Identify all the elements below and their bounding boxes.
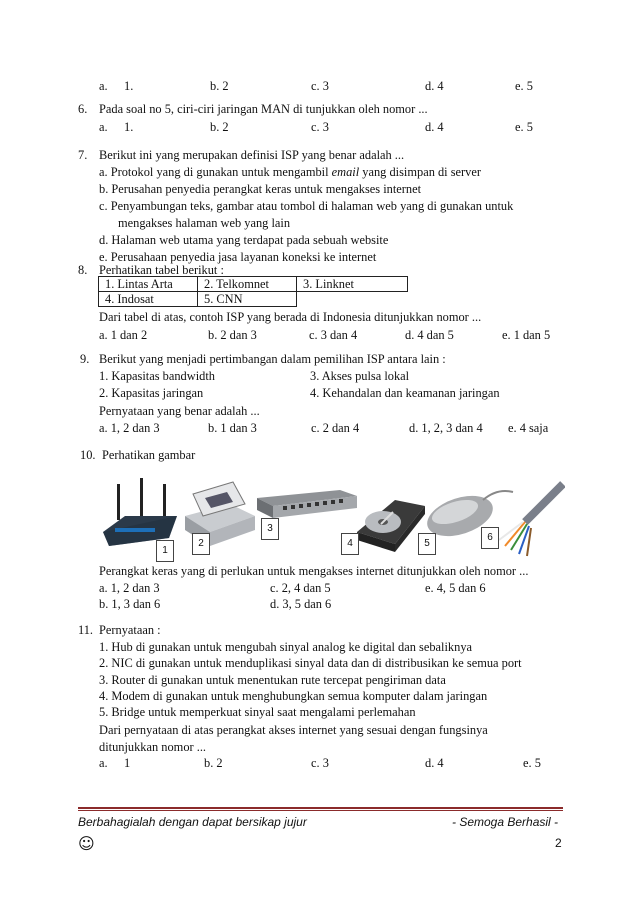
q5-option-d: d. 4: [425, 79, 444, 93]
image-label-3: 3: [261, 518, 279, 540]
q6-option-c: c. 3: [311, 120, 329, 134]
table-cell: 2. Telkomnet: [198, 277, 297, 292]
q11-option-a-letter: a.: [99, 756, 108, 770]
q7-number: 7.: [78, 148, 88, 162]
q7-option-d: d. Halaman web utama yang terdapat pada sebuah website: [99, 233, 389, 247]
image-label-4: 4: [341, 533, 359, 555]
q10-option-a: a. 1, 2 dan 3: [99, 581, 160, 595]
q7-option-e: e. Perusahaan penyedia jasa layanan koneksi ke internet: [99, 250, 377, 264]
q7-option-c-line2: mengakses halaman web yang lain: [118, 216, 291, 230]
image-label-6: 6: [481, 527, 499, 549]
q7-text: Berikut ini yang merupakan definisi ISP yang benar adalah ...: [99, 148, 405, 162]
q5-option-a-value: 1.: [124, 79, 134, 93]
q11-option-b: b. 2: [204, 756, 223, 770]
q9-item-3: 3. Akses pulsa lokal: [310, 369, 410, 383]
q11-item-4: 4. Modem di gunakan untuk menghubungkan semua komputer dalam jaringan: [99, 689, 488, 703]
q9-number: 9.: [80, 352, 90, 366]
q8-text: Perhatikan tabel berikut :: [99, 263, 224, 277]
table-cell: 4. Indosat: [99, 292, 198, 307]
hard-disk-icon: [357, 500, 425, 552]
q9-option-a: a. 1, 2 dan 3: [99, 421, 160, 435]
table-row: [99, 277, 408, 292]
q11-item-5: 5. Bridge untuk memperkuat sinyal saat mengalami perlemahan: [99, 705, 416, 719]
q5-option-c: c. 3: [311, 79, 329, 93]
q11-item-2: 2. NIC di gunakan untuk menduplikasi sinyal data dan di distribusikan ke semua port: [99, 656, 522, 670]
q11-item-1: 1. Hub di gunakan untuk mengubah sinyal analog ke digital dan sebaliknya: [99, 640, 473, 654]
q5-option-a-letter: a.: [99, 79, 108, 93]
switch-icon: [257, 490, 357, 518]
q8-option-c: c. 3 dan 4: [309, 328, 358, 342]
q9-option-c: c. 2 dan 4: [311, 421, 360, 435]
q10-option-b: b. 1, 3 dan 6: [99, 597, 161, 611]
q6-option-a-letter: a.: [99, 120, 108, 134]
q11-option-c: c. 3: [311, 756, 329, 770]
footer-greeting: - Semoga Berhasil -: [452, 815, 559, 829]
q8-number: 8.: [78, 263, 88, 277]
q6-option-d: d. 4: [425, 120, 444, 134]
q11-question-line1: Dari pernyataan di atas perangkat akses internet yang sesuai dengan fungsinya: [99, 723, 488, 737]
q7-option-a: [99, 165, 481, 180]
q8-option-b: b. 2 dan 3: [208, 328, 257, 342]
q8-option-a: a. 1 dan 2: [99, 328, 148, 342]
q8-question: Dari tabel di atas, contoh ISP yang berada di Indonesia ditunjukkan nomor ...: [99, 310, 482, 324]
q8-option-e: e. 1 dan 5: [502, 328, 551, 342]
q9-option-b: b. 1 dan 3: [208, 421, 257, 435]
q9-option-e: e. 4 saja: [508, 421, 549, 435]
q6-option-e: e. 5: [515, 120, 533, 134]
q9-text: Berikut yang menjadi pertimbangan dalam pemilihan ISP antara lain :: [99, 352, 446, 366]
q11-option-d: d. 4: [425, 756, 444, 770]
table-cell: 1. Lintas Arta: [99, 277, 198, 292]
q11-option-a-value: 1: [124, 756, 131, 770]
footer-divider: [78, 807, 563, 809]
q10-number: 10.: [80, 448, 96, 462]
q9-item-2: 2. Kapasitas jaringan: [99, 386, 204, 400]
q10-text: Perhatikan gambar: [102, 448, 196, 462]
q8-option-d: d. 4 dan 5: [405, 328, 454, 342]
q7-option-a-post: yang disimpan di server: [359, 165, 481, 179]
table-row: [99, 292, 408, 307]
q9-item-4: 4. Kehandalan dan keamanan jaringan: [310, 386, 500, 400]
q7-option-c-line1: c. Penyambungan teks, gambar atau tombol di halaman web yang di gunakan untuk: [99, 199, 514, 213]
q9-item-1: 1. Kapasitas bandwidth: [99, 369, 215, 383]
q9-option-d: d. 1, 2, 3 dan 4: [409, 421, 483, 435]
footer-motto: Berbahagialah dengan dapat bersikap jujur: [78, 815, 307, 829]
q10-question: Perangkat keras yang di perlukan untuk mengakses internet ditunjukkan oleh nomor ...: [99, 564, 529, 578]
q11-number: 11.: [78, 623, 94, 637]
q10-option-d: d. 3, 5 dan 6: [270, 597, 332, 611]
q9-question: Pernyataan yang benar adalah ...: [99, 404, 260, 418]
q5-option-e: e. 5: [515, 79, 533, 93]
table-cell: 5. CNN: [198, 292, 297, 307]
q10-option-c: c. 2, 4 dan 5: [270, 581, 331, 595]
smiley-icon: ☺: [78, 834, 95, 853]
q11-question-line2: ditunjukkan nomor ...: [99, 740, 207, 754]
q6-text: Pada soal no 5, ciri-ciri jaringan MAN di tunjukkan oleh nomor ...: [99, 102, 428, 116]
utp-cable-icon: [499, 484, 563, 556]
q7-option-a-pre: a. Protokol yang di gunakan untuk mengambil: [99, 165, 332, 179]
table-cell-empty: [297, 292, 408, 307]
image-label-2: 2: [192, 533, 210, 555]
router-icon: [103, 478, 177, 546]
q11-option-e: e. 5: [523, 756, 541, 770]
q6-option-b: b. 2: [210, 120, 229, 134]
footer-divider-thin: [78, 810, 563, 811]
q5-option-b: b. 2: [210, 79, 229, 93]
q7-option-a-email: email: [331, 165, 360, 179]
q6-option-a-value: 1.: [124, 120, 134, 134]
isp-table: [98, 276, 408, 307]
q11-item-3: 3. Router di gunakan untuk menentukan rute tercepat pengiriman data: [99, 673, 446, 687]
table-cell: 3. Linknet: [297, 277, 408, 292]
q6-number: 6.: [78, 102, 88, 116]
q7-option-b: b. Perusahan penyedia perangkat keras untuk mengakses internet: [99, 182, 422, 196]
q11-text: Pernyataan :: [99, 623, 161, 637]
image-label-5: 5: [418, 533, 436, 555]
q10-option-e: e. 4, 5 dan 6: [425, 581, 486, 595]
page-number: 2: [555, 836, 562, 850]
image-label-1: 1: [156, 540, 174, 562]
